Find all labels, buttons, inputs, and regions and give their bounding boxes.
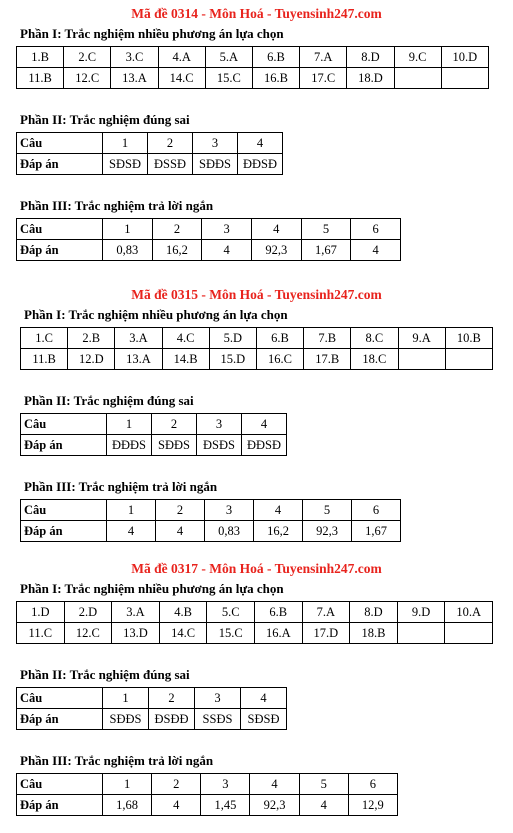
answer-cell: ĐSĐĐ <box>149 709 195 730</box>
answer-cell: 4 <box>202 240 252 261</box>
answer-cell: 18.D <box>347 68 394 89</box>
answer-cell: 1.B <box>17 47 64 68</box>
answer-cell: 4 <box>152 795 201 816</box>
answer-cell: 8.D <box>347 47 394 68</box>
answer-cell: 12.C <box>64 623 112 644</box>
answer-cell: 9.D <box>397 602 445 623</box>
answer-cell: 92,3 <box>303 521 352 542</box>
question-number-cell: 2 <box>152 219 202 240</box>
answer-cell: 18.C <box>351 349 398 370</box>
answer-cell: ĐĐSĐ <box>238 154 283 175</box>
answer-cell: SĐĐS <box>152 435 197 456</box>
answer-cell: 14.C <box>158 68 205 89</box>
question-number-cell: 3 <box>193 133 238 154</box>
row-label-question: Câu <box>17 688 103 709</box>
part1-heading: Phần I: Trắc nghiệm nhiều phương án lựa chọn <box>24 307 288 322</box>
answer-cell: 0,83 <box>205 521 254 542</box>
table-row <box>21 414 287 435</box>
question-number-cell: 5 <box>303 500 352 521</box>
answer-cell: 18.B <box>350 623 398 644</box>
question-number-cell: 3 <box>197 414 242 435</box>
answer-cell: 3.A <box>112 602 160 623</box>
row-label-answer: Đáp án <box>21 521 107 542</box>
row-label-question: Câu <box>17 133 103 154</box>
answer-cell: 14.C <box>159 623 207 644</box>
answer-cell: 7.A <box>300 47 347 68</box>
part3-table <box>16 218 401 261</box>
table-row <box>17 795 398 816</box>
table-row <box>17 47 489 68</box>
table-row <box>21 328 493 349</box>
answer-cell: 0,83 <box>103 240 153 261</box>
answer-cell: 14.B <box>162 349 209 370</box>
answer-cell: 1,45 <box>201 795 250 816</box>
answer-cell <box>397 623 445 644</box>
answer-cell: 11.C <box>17 623 65 644</box>
answer-cell: 4 <box>156 521 205 542</box>
answer-cell: 4.B <box>159 602 207 623</box>
answer-cell: 9.C <box>394 47 441 68</box>
table-row <box>21 435 287 456</box>
answer-cell: 10.D <box>441 47 488 68</box>
answer-cell: 16.A <box>254 623 302 644</box>
answer-cell: 5.C <box>207 602 255 623</box>
answer-cell: 1,68 <box>103 795 152 816</box>
part1-table <box>16 601 493 644</box>
answer-cell: 13.A <box>115 349 162 370</box>
answer-cell <box>445 623 493 644</box>
answer-cell: ĐSSĐ <box>148 154 193 175</box>
question-number-cell: 1 <box>103 688 149 709</box>
part3-heading: Phần III: Trắc nghiệm trả lời ngắn <box>20 753 214 768</box>
row-label-question: Câu <box>17 219 103 240</box>
table-row <box>17 623 493 644</box>
answer-cell: 1,67 <box>352 521 401 542</box>
question-number-cell: 4 <box>241 688 287 709</box>
part2-table <box>20 413 287 456</box>
answer-cell: 1,67 <box>301 240 351 261</box>
answer-cell: SĐSĐ <box>103 154 148 175</box>
question-number-cell: 2 <box>152 774 201 795</box>
answer-cell <box>441 68 488 89</box>
row-label-answer: Đáp án <box>17 709 103 730</box>
row-label-answer: Đáp án <box>21 435 107 456</box>
answer-cell: 4 <box>351 240 401 261</box>
answer-cell: 12.C <box>64 68 111 89</box>
answer-cell: 17.C <box>300 68 347 89</box>
row-label-question: Câu <box>21 414 107 435</box>
answer-cell: SĐĐS <box>193 154 238 175</box>
table-row <box>17 133 283 154</box>
answer-cell: 12.D <box>68 349 115 370</box>
table-row <box>17 68 489 89</box>
question-number-cell: 4 <box>250 774 299 795</box>
answer-cell: 4 <box>299 795 348 816</box>
answer-cell: 2.D <box>64 602 112 623</box>
question-number-cell: 3 <box>195 688 241 709</box>
answer-cell: SĐĐS <box>103 709 149 730</box>
part3-table <box>16 773 398 816</box>
question-number-cell: 1 <box>107 500 156 521</box>
table-row <box>17 709 287 730</box>
answer-cell: 92,3 <box>251 240 301 261</box>
question-number-cell: 2 <box>156 500 205 521</box>
answer-cell: 15.C <box>205 68 252 89</box>
section-title: Mã đề 0315 - Môn Hoá - Tuyensinh247.com <box>131 287 382 302</box>
part2-heading: Phần II: Trắc nghiệm đúng sai <box>20 667 190 682</box>
table-row <box>17 774 398 795</box>
question-number-cell: 5 <box>301 219 351 240</box>
answer-cell <box>398 349 445 370</box>
answer-cell: 8.D <box>350 602 398 623</box>
answer-cell: 4 <box>107 521 156 542</box>
part1-heading: Phần I: Trắc nghiệm nhiều phương án lựa chọn <box>20 26 284 41</box>
part2-heading: Phần II: Trắc nghiệm đúng sai <box>24 393 194 408</box>
answer-cell: 16.B <box>252 68 299 89</box>
answer-cell: 9.A <box>398 328 445 349</box>
question-number-cell: 3 <box>202 219 252 240</box>
answer-cell: 13.D <box>112 623 160 644</box>
question-number-cell: 1 <box>103 774 152 795</box>
answer-cell: 3.C <box>111 47 158 68</box>
answer-cell: 10.A <box>445 602 493 623</box>
table-row <box>17 240 401 261</box>
answer-cell: SSĐS <box>195 709 241 730</box>
answer-cell: ĐĐĐS <box>107 435 152 456</box>
answer-cell: 15.C <box>207 623 255 644</box>
answer-cell: 4.A <box>158 47 205 68</box>
part2-table <box>16 132 283 175</box>
question-number-cell: 4 <box>251 219 301 240</box>
question-number-cell: 5 <box>299 774 348 795</box>
answer-cell: 1.D <box>17 602 65 623</box>
question-number-cell: 6 <box>348 774 397 795</box>
table-row <box>17 602 493 623</box>
question-number-cell: 6 <box>352 500 401 521</box>
section-title: Mã đề 0314 - Môn Hoá - Tuyensinh247.com <box>131 6 382 21</box>
answer-cell: 12,9 <box>348 795 397 816</box>
answer-cell: 17.B <box>304 349 351 370</box>
row-label-answer: Đáp án <box>17 795 103 816</box>
part1-heading: Phần I: Trắc nghiệm nhiều phương án lựa chọn <box>20 581 284 596</box>
answer-cell: 15.D <box>209 349 256 370</box>
question-number-cell: 1 <box>103 219 153 240</box>
row-label-answer: Đáp án <box>17 154 103 175</box>
answer-cell: 16,2 <box>254 521 303 542</box>
answer-cell: 7.A <box>302 602 350 623</box>
question-number-cell: 6 <box>351 219 401 240</box>
answer-cell: 4.C <box>162 328 209 349</box>
answer-cell: 11.B <box>17 68 64 89</box>
answer-cell: 5.A <box>205 47 252 68</box>
row-label-answer: Đáp án <box>17 240 103 261</box>
table-row <box>21 521 401 542</box>
question-number-cell: 4 <box>238 133 283 154</box>
answer-cell: ĐSĐS <box>197 435 242 456</box>
answer-cell: 8.C <box>351 328 398 349</box>
question-number-cell: 3 <box>201 774 250 795</box>
part3-heading: Phần III: Trắc nghiệm trả lời ngắn <box>20 198 214 213</box>
answer-cell: 2.B <box>68 328 115 349</box>
row-label-question: Câu <box>17 774 103 795</box>
part3-heading: Phần III: Trắc nghiệm trả lời ngắn <box>24 479 218 494</box>
answer-cell: 13.A <box>111 68 158 89</box>
answer-cell: 3.A <box>115 328 162 349</box>
answer-cell <box>445 349 492 370</box>
answer-cell: 17.D <box>302 623 350 644</box>
question-number-cell: 2 <box>152 414 197 435</box>
table-row <box>17 688 287 709</box>
question-number-cell: 1 <box>103 133 148 154</box>
answer-cell: 16.C <box>256 349 303 370</box>
answer-cell: 6.B <box>256 328 303 349</box>
question-number-cell: 4 <box>242 414 287 435</box>
answer-cell: 92,3 <box>250 795 299 816</box>
answer-cell: 6.B <box>252 47 299 68</box>
question-number-cell: 3 <box>205 500 254 521</box>
answer-cell: 5.D <box>209 328 256 349</box>
answer-cell: SĐSĐ <box>241 709 287 730</box>
part2-heading: Phần II: Trắc nghiệm đúng sai <box>20 112 190 127</box>
question-number-cell: 2 <box>148 133 193 154</box>
answer-cell: 1.C <box>21 328 68 349</box>
part1-table <box>20 327 493 370</box>
answer-cell: 7.B <box>304 328 351 349</box>
answer-cell: ĐĐSĐ <box>242 435 287 456</box>
answer-cell: 2.C <box>64 47 111 68</box>
part3-table <box>20 499 401 542</box>
part2-table <box>16 687 287 730</box>
answer-cell: 10.B <box>445 328 492 349</box>
table-row <box>21 500 401 521</box>
table-row <box>21 349 493 370</box>
table-row <box>17 219 401 240</box>
question-number-cell: 4 <box>254 500 303 521</box>
table-row <box>17 154 283 175</box>
answer-cell <box>394 68 441 89</box>
question-number-cell: 2 <box>149 688 195 709</box>
question-number-cell: 1 <box>107 414 152 435</box>
answer-cell: 16,2 <box>152 240 202 261</box>
answer-cell: 11.B <box>21 349 68 370</box>
answer-cell: 6.B <box>254 602 302 623</box>
section-title: Mã đề 0317 - Môn Hoá - Tuyensinh247.com <box>131 561 382 576</box>
part1-table <box>16 46 489 89</box>
row-label-question: Câu <box>21 500 107 521</box>
